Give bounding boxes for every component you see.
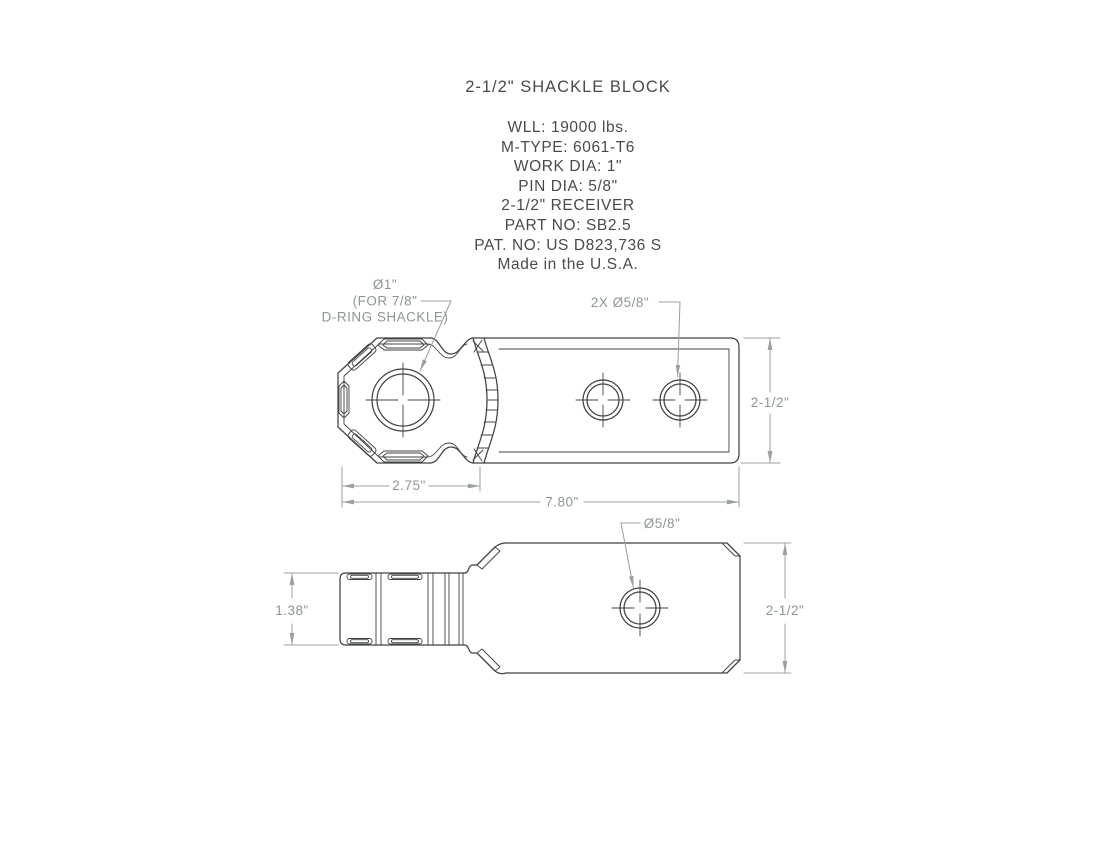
pin-hole-left <box>576 373 630 427</box>
dim-head-length <box>342 467 480 507</box>
dim-text-overall-length: 7.80" <box>545 494 579 510</box>
pin-hole-right <box>653 373 707 427</box>
flare-transition <box>465 543 506 674</box>
receiver-bar-outline <box>473 338 739 463</box>
side-view <box>275 516 804 674</box>
dim-text-tongue-height: 1.38" <box>275 603 309 618</box>
side-pin-hole <box>612 580 668 636</box>
tongue-outline <box>340 573 465 645</box>
leader-side-pin-hole <box>621 516 680 588</box>
dim-text-head-length: 2.75" <box>392 478 426 493</box>
spec-wll: WLL: 19000 lbs. <box>507 119 629 136</box>
spec-patent-no: PAT. NO: US D823,736 S <box>474 236 662 254</box>
dim-text-top-height: 2-1/2" <box>750 395 790 410</box>
dim-tongue-height <box>275 573 338 645</box>
leader-pin-holes <box>591 295 680 377</box>
label-main-hole-for: (FOR 7/8" <box>352 293 418 309</box>
head-facet-pads <box>339 339 428 462</box>
top-view <box>322 277 790 510</box>
spec-receiver: 2-1/2" RECEIVER <box>501 197 635 215</box>
band-facet-lines <box>473 340 498 461</box>
dim-side-height <box>744 543 804 673</box>
spec-pin-dia: PIN DIA: 5/8" <box>518 177 618 195</box>
dim-text-side-height: 2-1/2" <box>765 603 805 618</box>
spec-material-type: M-TYPE: 6061-T6 <box>501 138 635 156</box>
label-main-hole-shackle: D-RING SHACKLE) <box>321 309 449 325</box>
drawing-title: 2-1/2" SHACKLE BLOCK <box>465 78 671 96</box>
tongue-pads <box>347 574 422 644</box>
main-hole <box>366 363 440 437</box>
spec-part-no: PART NO: SB2.5 <box>504 216 632 234</box>
label-side-pin-hole: Ø5/8" <box>643 516 681 531</box>
label-main-hole-dia: Ø1" <box>372 277 398 292</box>
leader-main-hole <box>322 277 451 371</box>
neck-chamfer-band <box>473 338 498 463</box>
label-pin-holes: 2X Ø5/8" <box>590 295 650 310</box>
dim-top-height <box>741 338 789 463</box>
spec-made-in: Made in the U.S.A. <box>497 256 639 274</box>
spec-work-dia: WORK DIA: 1" <box>513 158 623 176</box>
